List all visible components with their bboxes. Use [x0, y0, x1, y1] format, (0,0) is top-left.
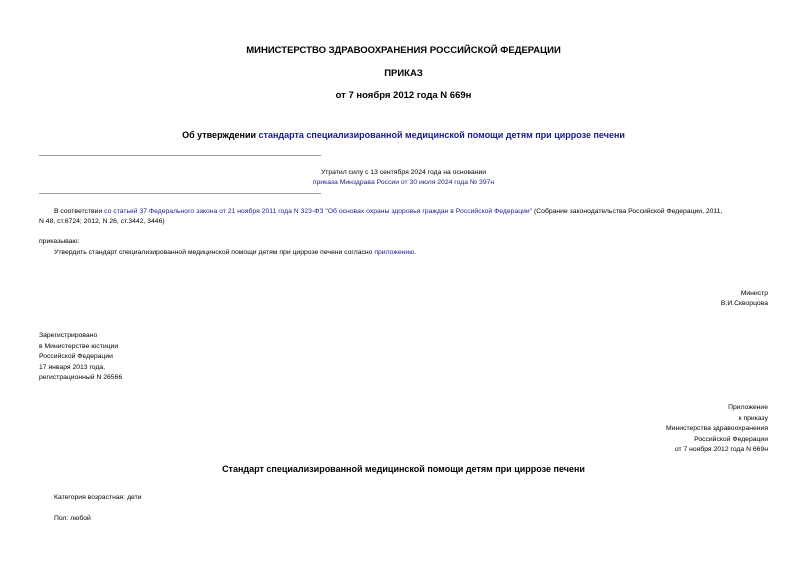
approve-prefix: Утвердить стандарт специализированной медицинской помощи детям при циррозе печени согласно — [54, 249, 375, 256]
registration-line: в Министерстве юстиции — [39, 342, 119, 350]
orders-word: приказываю: — [39, 238, 80, 245]
appendix-line: к приказу — [738, 414, 768, 422]
federal-law-link[interactable]: со статьей 37 Федерального закона от 21 ноября 2011 года N 323-ФЗ "Об основах охраны здоровья граждан в Российской Федерации" — [104, 208, 533, 215]
preamble-paragraph — [54, 208, 722, 215]
signature-name: В.И.Скворцова — [720, 300, 768, 307]
appendix-line: Министерства здравоохранения — [666, 425, 768, 432]
document-title — [0, 130, 807, 140]
doc-type-heading: ПРИКАЗ — [384, 68, 423, 79]
signature-role: Министр — [740, 290, 768, 297]
preamble-prefix: В соответствии — [54, 208, 105, 215]
status-bottom-divider — [39, 193, 321, 194]
preamble-suffix: (Собрание законодательства Российской Федерации, 2011, — [532, 208, 723, 215]
preamble-line-2: N 48, ст.6724; 2012, N 26, ст.3442, 3446) — [39, 218, 165, 225]
status-top-divider — [39, 155, 321, 156]
registration-line: Российской Федерации — [39, 353, 113, 360]
sex-category: Пол: любой — [54, 515, 91, 522]
doc-date-number: от 7 ноября 2012 года N 669н — [335, 90, 472, 101]
appendix-link[interactable]: приложению — [374, 249, 415, 256]
appendix-line: Приложение — [728, 404, 768, 411]
document-title-prefix: Об утверждении — [182, 130, 259, 140]
repeal-order-link[interactable]: приказа Минздрава России от 30 июля 2024 года № 397н — [312, 179, 495, 186]
registration-line: 17 января 2013 года, — [39, 363, 106, 371]
appendix-block — [666, 403, 768, 456]
standard-title-link[interactable]: стандарта специализированной медицинской помощи детям при циррозе печени — [258, 130, 625, 140]
registration-block — [39, 331, 122, 384]
approve-suffix: . — [414, 249, 417, 256]
status-line-1: Утратил силу с 13 сентября 2024 года на основании — [320, 169, 487, 176]
approve-paragraph — [54, 249, 416, 256]
ministry-heading: МИНИСТЕРСТВО ЗДРАВООХРАНЕНИЯ РОССИЙСКОЙ ФЕДЕРАЦИИ — [246, 45, 561, 56]
age-category: Категория возрастная: дети — [54, 494, 142, 501]
registration-line: регистрационный N 26566 — [39, 374, 123, 381]
standard-heading: Стандарт специализированной медицинской помощи детям при циррозе печени — [222, 464, 585, 474]
registration-line: Зарегистрировано — [39, 332, 98, 339]
status-line-2 — [0, 179, 807, 186]
appendix-line: от 7 ноября 2012 года N 669н — [674, 446, 768, 453]
appendix-line: Российской Федерации — [694, 435, 768, 443]
